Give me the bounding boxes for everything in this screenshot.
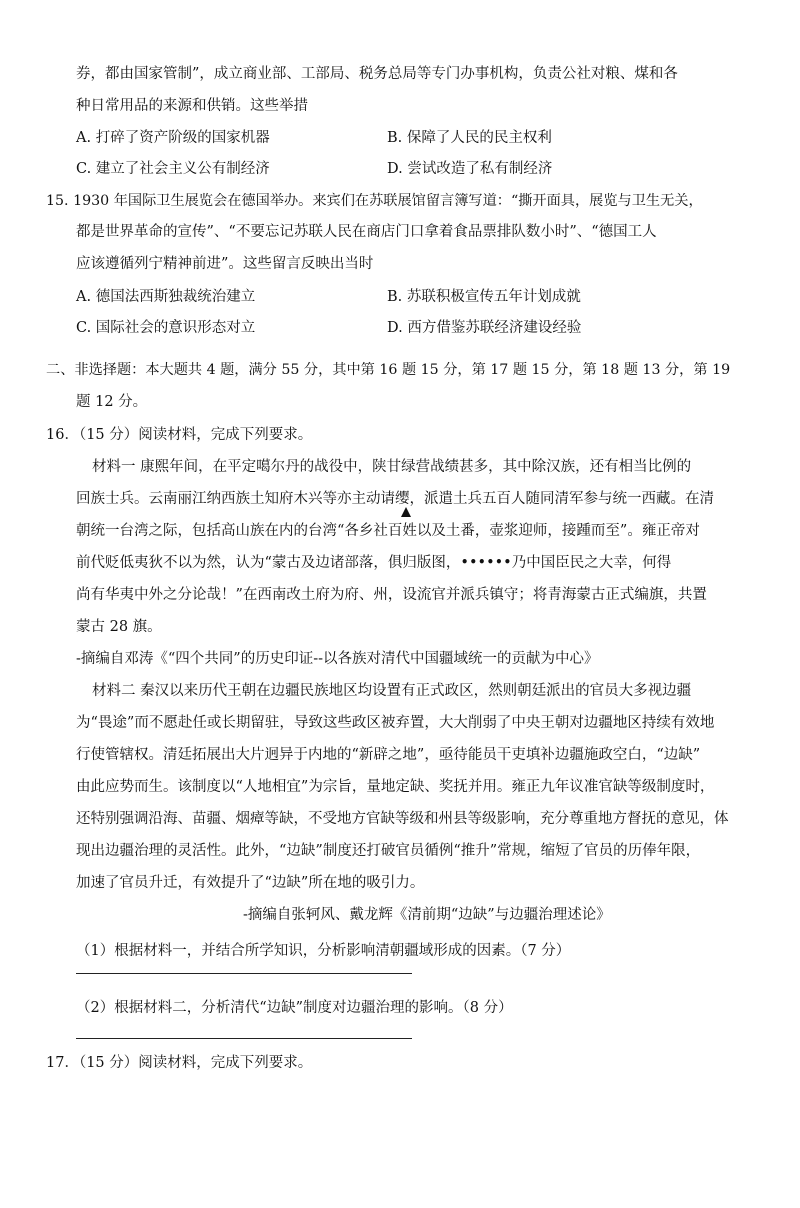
q16-material-2-line: 还特别强调沿海、苗疆、烟瘴等缺，不受地方官缺等级和州县等级影响，充分尊重地方督抚的意见，体 [76, 811, 729, 827]
q16-material-1-line: 回族士兵。云南丽江纳西族土知府木兴等亦主动请缨，派遣土兵五百人随同清军参与统一西藏。在清 [76, 491, 714, 507]
q16-material-1-source: -摘编自邓涛《“四个共同”的历史印证--以各族对清代中国疆域统一的贡献为中心》 [76, 651, 599, 667]
q16-material-2-line: 由此应势而生。该制度以“人地相宜”为宗旨，量地定缺、奖抚并用。雍正九年议准官缺等级制度时， [76, 779, 715, 795]
section-2-heading-line-1: 二、非选择题：本大题共 4 题，满分 55 分，其中第 16 题 15 分，第 17 题 15 分，第 18 题 13 分，第 19 [46, 362, 731, 378]
q16-material-1-line: 蒙古 28 旗。 [76, 619, 162, 635]
q16-material-2-source: -摘编自张轲风、戴龙辉《清前期“边缺”与边疆治理述论》 [243, 907, 611, 923]
q16-material-2-line: 现出边疆治理的灵活性。此外，“边缺”制度还打破官员循例“推升”常规，缩短了官员的历俸年限， [76, 843, 701, 859]
q16-answer-line-2[interactable] [76, 1038, 412, 1039]
q15-option-b: B. 苏联积极宣传五年计划成就 [387, 289, 581, 305]
q15-option-a: A. 德国法西斯独裁统治建立 [76, 289, 256, 305]
section-2-heading-line-2: 题 12 分。 [76, 394, 148, 410]
q16-subquestion-1: （1）根据材料一，并结合所学知识，分析影响清朝疆域形成的因素。（7 分） [76, 943, 571, 959]
q15-stem-line-1: 15. 1930 年国际卫生展览会在德国举办。来宾们在苏联展馆留言簿写道：“撕开面具，展览与卫生无关， [46, 193, 703, 209]
q16-material-2-line: 材料二 秦汉以来历代王朝在边疆民族地区均设置有正式政区，然则朝廷派出的官员大多视边疆 [92, 683, 692, 699]
q14-option-d: D. 尝试改造了私有制经济 [387, 161, 553, 177]
q16-subquestion-2: （2）根据材料二，分析清代“边缺”制度对边疆治理的影响。（8 分） [76, 1000, 513, 1016]
q16-answer-line-1[interactable] [76, 973, 412, 974]
q14-text-line-2: 种日常用品的来源和供销。这些举措 [76, 98, 308, 114]
q14-option-a: A. 打碎了资产阶级的国家机器 [76, 130, 270, 146]
q15-option-d: D. 西方借鉴苏联经济建设经验 [387, 320, 582, 336]
q16-material-1-line: 朝统一台湾之际，包括高山族在内的台湾“各乡社百姓以及土番，壶浆迎师，接踵而至”。雍正帝对 [76, 523, 700, 539]
q15-stem-line-3: 应该遵循列宁精神前进”。这些留言反映出当时 [76, 256, 374, 272]
q16-material-1-line: 前代贬低夷狄不以为然，认为“蒙古及边诸部落，俱归版图，••••••乃中国臣民之大幸，何得 [76, 555, 672, 571]
q16-material-2-line: 行使管辖权。清廷拓展出大片迥异于内地的“新辟之地”，亟待能员干吏填补边疆施政空白，“边缺” [76, 747, 701, 763]
q16-material-1-line: 材料一 康熙年间，在平定噶尔丹的战役中，陕甘绿营战绩甚多，其中除汉族，还有相当比例的 [92, 459, 692, 475]
q15-option-c: C. 国际社会的意识形态对立 [76, 320, 256, 336]
q14-text-line-1: 券，都由国家管制”，成立商业部、工部局、税务总局等专门办事机构，负责公社对粮、煤和各 [76, 66, 678, 82]
q14-option-b: B. 保障了人民的民主权利 [387, 130, 552, 146]
q17-header: 17．（15 分）阅读材料，完成下列要求。 [46, 1055, 313, 1071]
q16-material-1-line: 尚有华夷中外之分论哉！”在西南改土府为府、州，设流官并派兵镇守；将青海蒙古正式编旗，共置 [76, 587, 707, 603]
q15-stem-line-2: 都是世界革命的宣传”、“不要忘记苏联人民在商店门口拿着食品票排队数小时”、“德国工人 [76, 224, 657, 240]
cursor-marker-icon [401, 507, 411, 517]
q16-material-2-line: 为“畏途”而不愿赴任或长期留驻，导致这些政区被弃置，大大削弱了中央王朝对边疆地区持续有效地 [76, 715, 715, 731]
q16-material-2-line: 加速了官员升迁，有效提升了“边缺”所在地的吸引力。 [76, 875, 425, 891]
q16-header: 16．（15 分）阅读材料，完成下列要求。 [46, 427, 313, 443]
q14-option-c: C. 建立了社会主义公有制经济 [76, 161, 270, 177]
